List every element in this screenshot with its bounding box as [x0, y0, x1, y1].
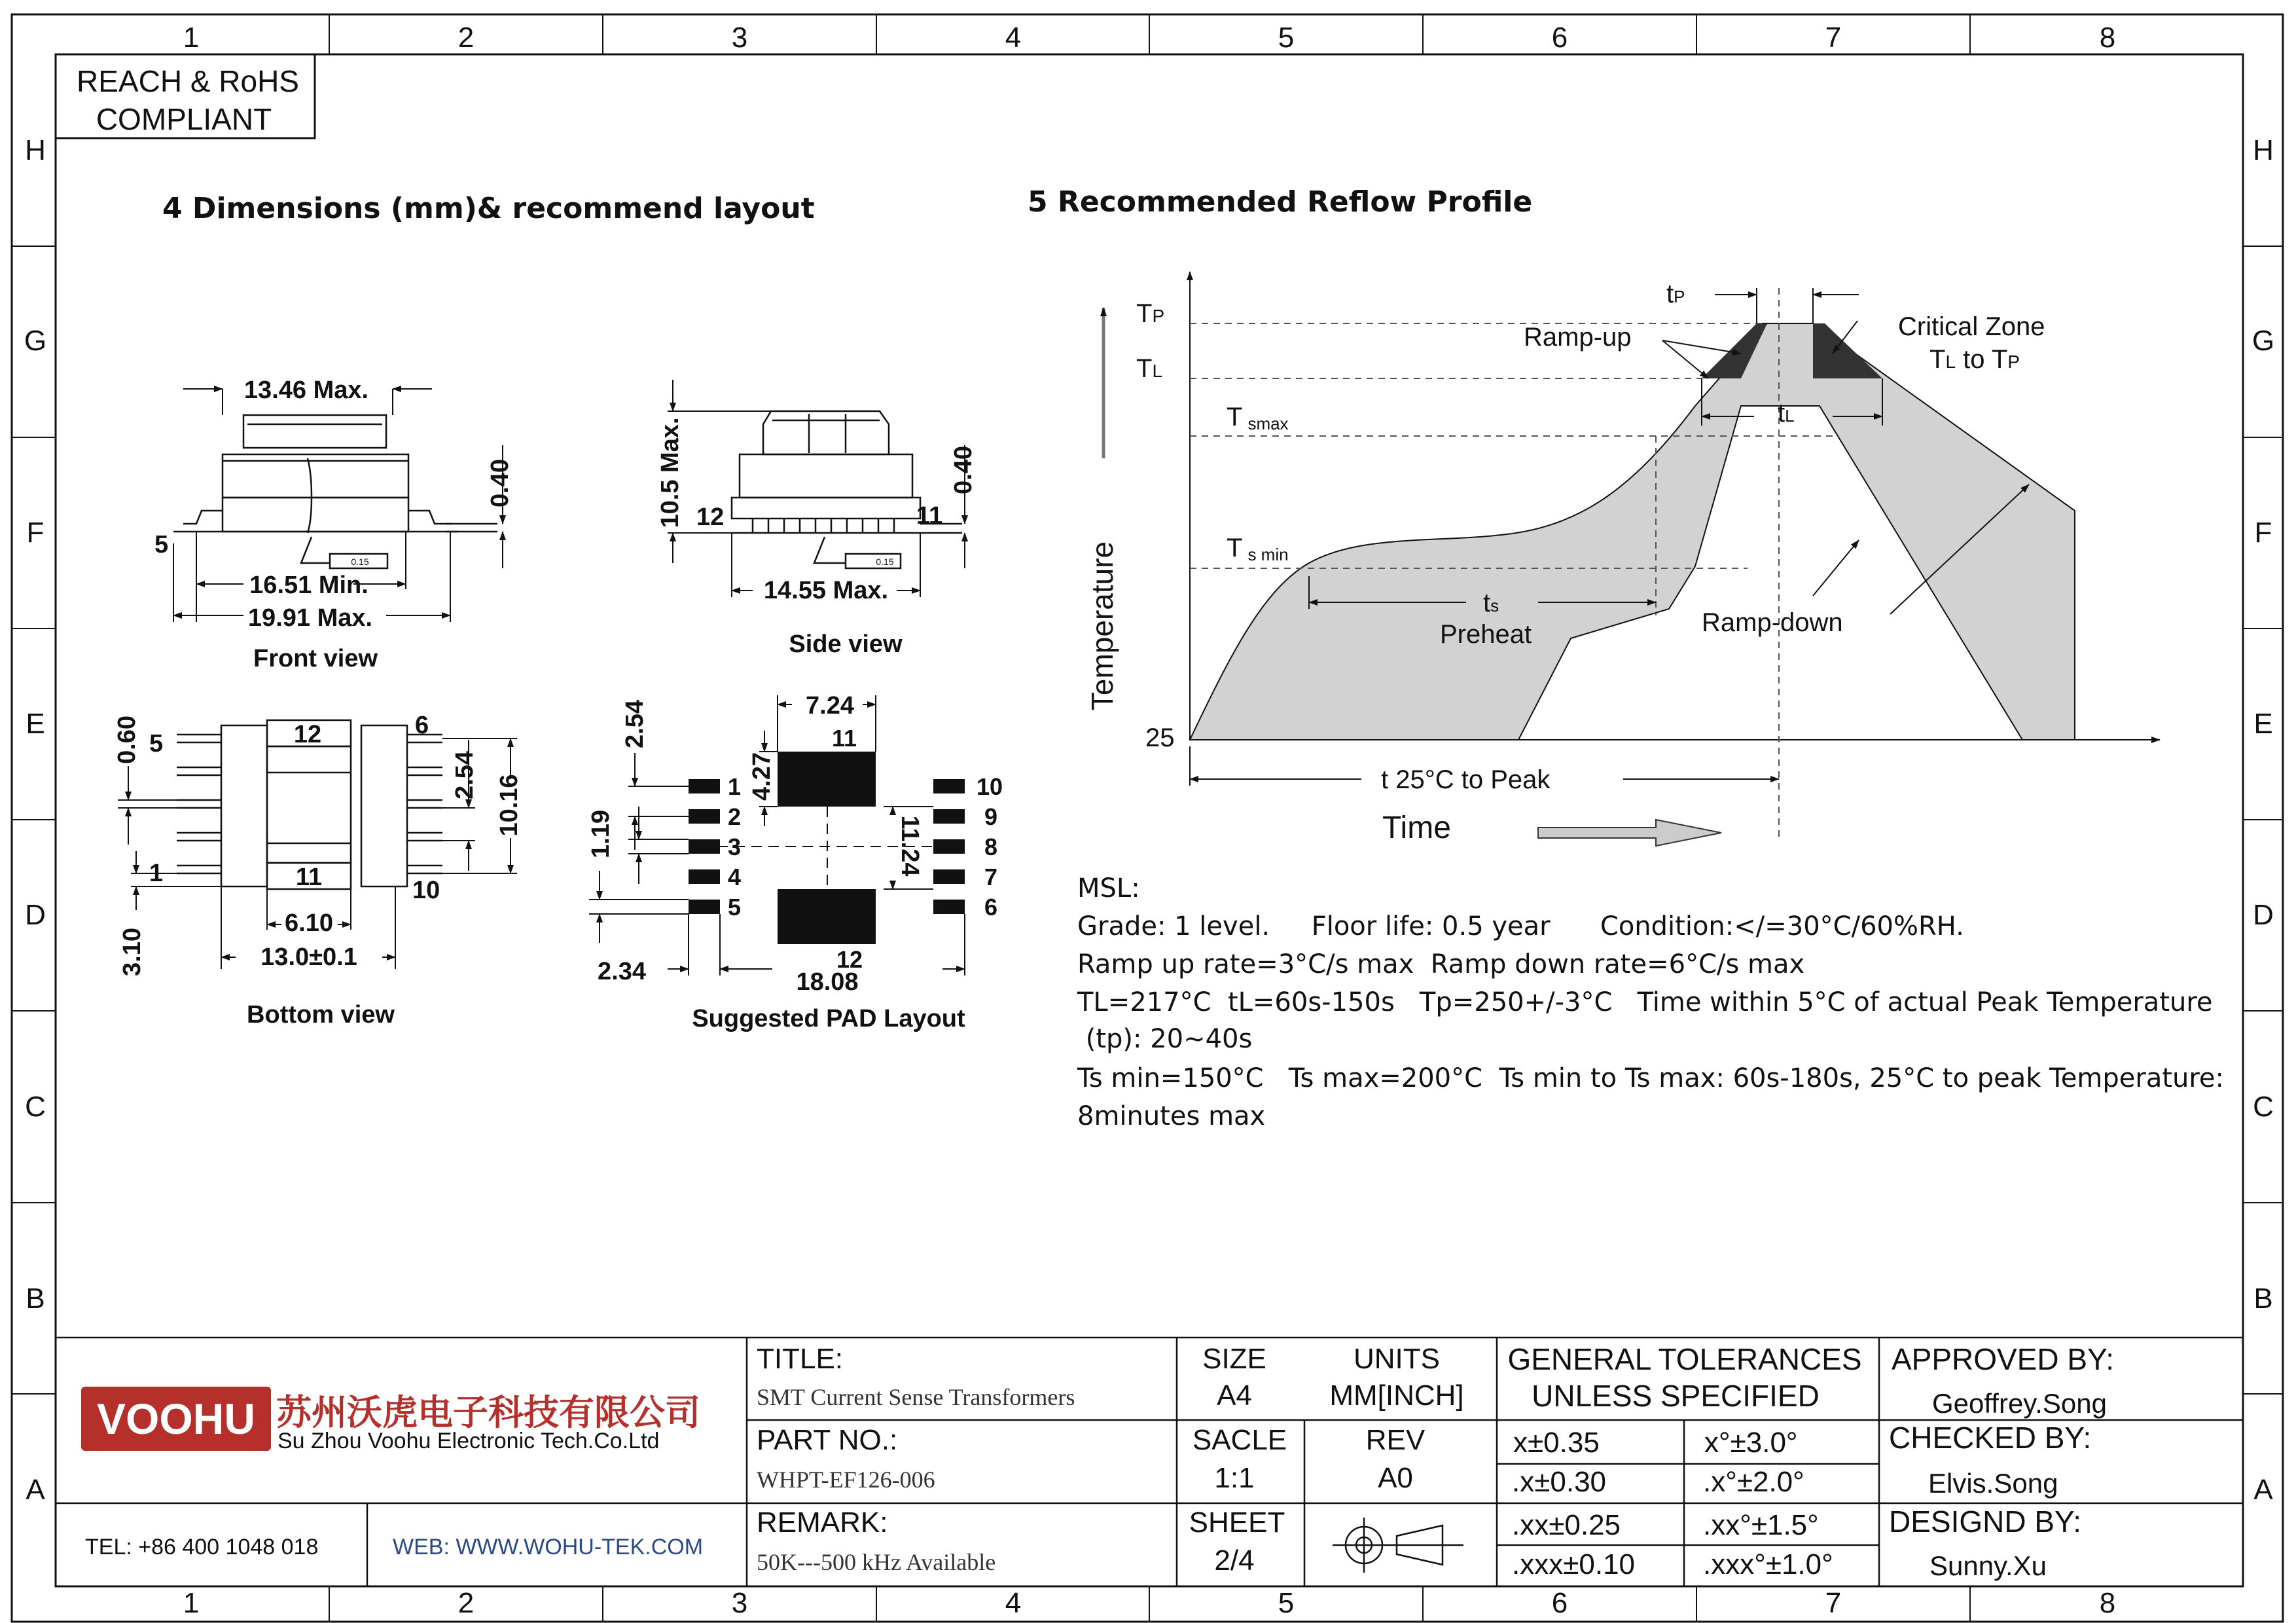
tolerance-linear-1: .x±0.30: [1512, 1466, 1607, 1498]
row-label-e: E: [26, 708, 45, 740]
compliance-line1: REACH & RoHS: [77, 64, 299, 98]
title-value: SMT Current Sense Transformers: [757, 1384, 1075, 1410]
label-small-tp: tP: [1666, 280, 1685, 308]
approved-value: Geoffrey.Song: [1932, 1388, 2107, 1419]
col-label-5: 5: [1278, 1587, 1295, 1619]
label-ramp-up: Ramp-up: [1524, 323, 1632, 352]
label-ts: ts: [1483, 589, 1499, 617]
pad-gap: 11.24: [896, 815, 924, 877]
dimensions-heading: 4 Dimensions (mm)& recommend layout: [162, 192, 815, 225]
bottom-pin12: 12: [293, 721, 322, 748]
msl-line-3: Ramp up rate=3°C/s max Ramp down rate=6°C/s max: [1077, 949, 1805, 979]
pad-pin-right-9: 9: [984, 803, 998, 830]
col-label-3: 3: [731, 22, 748, 54]
col-label-5: 5: [1278, 22, 1295, 54]
bottom-caption: Bottom view: [247, 1001, 395, 1029]
label-25: 25: [1145, 723, 1175, 752]
units-value: MM[INCH]: [1329, 1379, 1464, 1412]
tolerance-angular-3: .xxx°±1.0°: [1703, 1548, 1833, 1580]
title-label: TITLE:: [757, 1343, 844, 1375]
drawing-frame: [12, 14, 2283, 1622]
rev-value: A0: [1378, 1462, 1413, 1494]
projection-symbol-icon: [1333, 1518, 1463, 1573]
row-label-d: D: [2253, 899, 2274, 931]
front-flatness: 0.15: [351, 556, 369, 567]
row-label-g: G: [2251, 325, 2275, 357]
col-label-7: 7: [1825, 1587, 1842, 1619]
side-view: [732, 411, 962, 568]
bottom-pitch-thick: 0.60: [113, 716, 141, 764]
label-t25-peak: t 25°C to Peak: [1381, 765, 1551, 794]
checked-label: CHECKED BY:: [1889, 1421, 2092, 1455]
msl-line-2: Grade: 1 level. Floor life: 0.5 year Condition:</=30°C/60%RH.: [1077, 911, 1964, 941]
tolerance-linear-2: .xx±0.25: [1512, 1509, 1621, 1541]
scale-value: 1:1: [1214, 1462, 1255, 1494]
col-label-4: 4: [1005, 1587, 1022, 1619]
bottom-width: 13.0±0.1: [260, 943, 357, 971]
pad-len: 2.34: [598, 958, 646, 985]
row-label-b: B: [2253, 1283, 2273, 1315]
front-span-min: 16.51 Min.: [249, 572, 368, 599]
compliance-line2: COMPLIANT: [96, 102, 272, 136]
units-label: UNITS: [1354, 1343, 1440, 1375]
pad-pin-bottom: 12: [836, 946, 863, 973]
tel: TEL: +86 400 1048 018: [85, 1535, 319, 1559]
bottom-offset: 3.10: [118, 928, 146, 976]
voohu-logo: [81, 1387, 271, 1451]
side-caption: Side view: [789, 630, 903, 658]
pad-left-4: [689, 869, 720, 884]
pad-pitch: 2.54: [621, 700, 649, 748]
tolerance-linear-0: x±0.35: [1513, 1427, 1600, 1459]
col-label-8: 8: [2099, 1587, 2116, 1619]
pad-pin-left-5: 5: [728, 894, 742, 921]
pad-pin-left-4: 4: [728, 864, 742, 890]
pad-pin-left-1: 1: [728, 773, 742, 800]
msl-line-4: TL=217°C tL=60s-150s Tp=250+/-3°C Time within 5°C of actual Peak Temperature: [1077, 987, 2213, 1017]
side-pin-right: 11: [916, 502, 943, 530]
part-label: PART NO.:: [757, 1424, 898, 1456]
pad-right-6: [933, 900, 965, 914]
row-label-e: E: [2253, 708, 2273, 740]
bottom-pin11: 11: [295, 864, 323, 891]
pad-left-5: [689, 900, 720, 914]
axis-label-temperature: Temperature: [1085, 541, 1119, 711]
compliance-box: [56, 54, 315, 138]
label-preheat: Preheat: [1440, 620, 1532, 649]
side-dimensions: [668, 380, 965, 597]
pad-pin-right-7: 7: [984, 864, 998, 890]
row-label-g: G: [24, 325, 47, 357]
pad-right-7: [933, 869, 965, 884]
size-label: SIZE: [1202, 1343, 1266, 1375]
pad-caption: Suggested PAD Layout: [692, 1005, 965, 1032]
pad-top: [778, 752, 876, 807]
front-caption: Front view: [253, 645, 378, 672]
axis-label-time: Time: [1382, 811, 1451, 845]
label-tp: TP: [1136, 299, 1165, 328]
msl-notes: [1077, 873, 2224, 1131]
bottom-pin1: 1: [149, 860, 164, 887]
front-view: [173, 415, 497, 568]
col-label-2: 2: [457, 22, 475, 54]
designed-label: DESIGND BY:: [1889, 1504, 2081, 1539]
designed-value: Sunny.Xu: [1929, 1550, 2047, 1581]
label-small-tl: tL: [1778, 399, 1795, 428]
label-ramp-down: Ramp-down: [1702, 608, 1843, 637]
msl-line-1: MSL:: [1077, 873, 1140, 903]
pad-right-9: [933, 809, 965, 824]
col-label-4: 4: [1005, 22, 1022, 54]
pad-height: 4.27: [748, 752, 776, 801]
critical-zone-right: [1813, 323, 1882, 378]
sheet-label: SHEET: [1189, 1506, 1285, 1539]
row-label-d: D: [25, 899, 46, 931]
label-tl: TL: [1136, 354, 1163, 383]
label-tsmax: Tsmax: [1227, 403, 1289, 433]
row-label-f: F: [2254, 517, 2272, 549]
side-height: 0.40: [950, 446, 977, 494]
tolerance-heading-1: GENERAL TOLERANCES: [1507, 1342, 1862, 1376]
reflow-heading: 5 Recommended Reflow Profile: [1028, 185, 1533, 219]
reflow-area: [1190, 323, 2075, 740]
col-label-6: 6: [1551, 1587, 1568, 1619]
pad-top-width: 7.24: [806, 692, 854, 720]
rev-label: REV: [1365, 1424, 1426, 1456]
pad-pin-top: 11: [831, 725, 857, 752]
bottom-pin10: 10: [412, 877, 440, 904]
label-tsmin: Ts min: [1227, 534, 1289, 564]
side-width-max: 14.55 Max.: [763, 577, 889, 604]
column-ticks: [12, 14, 2283, 1622]
front-pin-label: 5: [154, 531, 169, 558]
row-label-h: H: [25, 134, 46, 166]
row-label-a: A: [26, 1474, 45, 1506]
label-critical-line2: TL to TP: [1929, 345, 2020, 374]
remark-label: REMARK:: [757, 1506, 888, 1539]
col-label-6: 6: [1551, 22, 1568, 54]
part-value: WHPT-EF126-006: [757, 1467, 935, 1493]
bottom-pin5: 5: [149, 730, 164, 757]
front-height: 0.40: [486, 459, 514, 507]
bottom-height: 10.16: [495, 774, 523, 837]
label-critical-line1: Critical Zone: [1898, 312, 2045, 341]
bottom-pin6: 6: [415, 712, 429, 739]
scale-label: SACLE: [1192, 1424, 1287, 1456]
website: WEB: WWW.WOHU-TEK.COM: [393, 1535, 704, 1559]
pad-bottom: [778, 889, 876, 944]
msl-line-5: (tp): 20~40s: [1077, 1024, 1253, 1054]
col-label-3: 3: [731, 1587, 748, 1619]
msl-line-7: 8minutes max: [1077, 1101, 1266, 1131]
pad-pin-right-8: 8: [984, 833, 998, 860]
pad-pin-right-6: 6: [984, 894, 998, 921]
col-label-8: 8: [2099, 22, 2116, 54]
row-label-h: H: [2253, 134, 2274, 166]
col-label-1: 1: [183, 22, 200, 54]
pad-pin-left-3: 3: [728, 833, 742, 860]
tolerance-linear-3: .xxx±0.10: [1512, 1548, 1636, 1580]
row-label-f: F: [26, 517, 45, 549]
col-label-1: 1: [183, 1587, 200, 1619]
pad-pin-left-2: 2: [728, 803, 742, 830]
pad-width: 1.19: [587, 810, 615, 858]
front-span-max: 19.91 Max.: [247, 604, 373, 632]
row-label-c: C: [2253, 1091, 2274, 1123]
front-bobbin: [223, 498, 408, 532]
bottom-center-width: 6.10: [285, 909, 333, 937]
company-name-en: Su Zhou Voohu Electronic Tech.Co.Ltd: [278, 1429, 660, 1453]
pad-pin-right-10: 10: [977, 773, 1003, 800]
pad-right-10: [933, 779, 965, 793]
front-top-clip: [243, 415, 386, 448]
pad-left-2: [689, 809, 720, 824]
front-width-max: 13.46 Max.: [243, 376, 369, 404]
row-label-b: B: [26, 1283, 45, 1315]
company-name-cn: 苏州沃虎电子科技有限公司: [276, 1393, 700, 1432]
tolerance-angular-0: x°±3.0°: [1704, 1427, 1798, 1459]
col-label-7: 7: [1825, 22, 1842, 54]
msl-line-6: Ts min=150°C Ts max=200°C Ts min to Ts max: 60s-180s, 25°C to peak Temperature:: [1077, 1063, 2225, 1093]
side-flatness: 0.15: [876, 556, 894, 567]
bottom-pitch: 2.54: [451, 751, 478, 799]
pad-left-1: [689, 779, 720, 793]
side-pin-left: 12: [696, 503, 725, 531]
tolerance-angular-2: .xx°±1.5°: [1703, 1509, 1819, 1541]
approved-label: APPROVED BY:: [1892, 1342, 2115, 1376]
sheet-value: 2/4: [1214, 1544, 1255, 1577]
size-value: A4: [1217, 1379, 1252, 1412]
row-label-a: A: [2253, 1474, 2273, 1506]
pad-span: 18.08: [796, 968, 859, 996]
tolerance-heading-2: UNLESS SPECIFIED: [1532, 1379, 1820, 1413]
tolerance-angular-1: .x°±2.0°: [1703, 1466, 1804, 1498]
side-height-max: 10.5 Max.: [656, 417, 684, 528]
logo-text: VOOHU: [96, 1395, 256, 1443]
checked-value: Elvis.Song: [1928, 1468, 2058, 1499]
col-label-2: 2: [457, 1587, 475, 1619]
remark-value: 50K---500 kHz Available: [757, 1549, 996, 1575]
row-label-c: C: [25, 1091, 46, 1123]
